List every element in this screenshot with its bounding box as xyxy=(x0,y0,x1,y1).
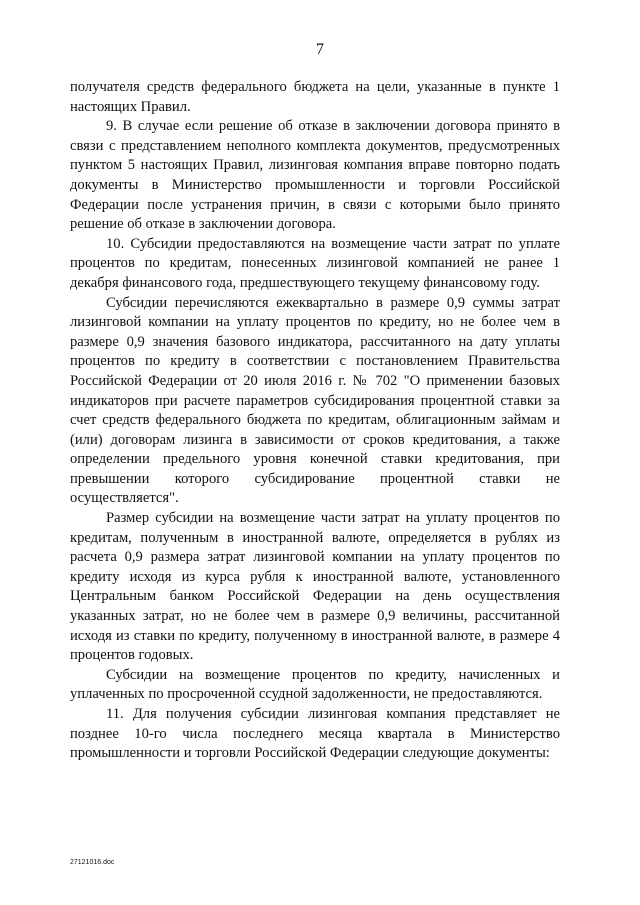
paragraph-subsidy-transfer: Субсидии перечисляются ежеквартально в размере 0,9 суммы затрат лизинговой компании на уплату процентов по кредиту, но не более чем в размере 0,9 значения базового индикатора, рассчитанного на дату уплаты процентов по кредиту в соответствии с постановлением Правительства Российской Федерации от 20 июля 2016 г. № 702 "О применении базовых индикаторов при расчете параметров субсидирования процентной ставки за счет средств федерального бюджета по кредитам, облигационным займам и (или) договорам лизинга в зависимости от сроков кредитования, а также определении предельного уровня конечной ставки кредитования, при превышении которого субсидирование процентной ставки не осуществляется". xyxy=(70,294,560,507)
paragraph-continuation: получателя средств федерального бюджета на цели, указанные в пункте 1 настоящих Правил. xyxy=(70,79,560,115)
paragraph-foreign-currency: Размер субсидии на возмещение части затрат на уплату процентов по кредитам, полученным в иностранной валюте, определяется в рублях из расчета 0,9 размера затрат лизинговой компании на уплату процентов по кредиту исходя из курса рубля к иностранной валюте, установленного Центральным банком Российской Федерации на день осуществления указанных затрат, но не более чем в размере 0,9 величины, рассчитанной исходя из ставки по кредиту, полученному в иностранной валюте, в размере 4 процентов годовых. xyxy=(70,510,560,664)
footer-filename: 27121016.doc xyxy=(70,859,115,866)
paragraph-item-10: 10. Субсидии предоставляются на возмещение части затрат по уплате процентов по кредитам, понесенных лизинговой компанией не ранее 1 декабря финансового года, предшествующего текущему финансовому году. xyxy=(70,235,560,291)
paragraph-overdue-debt: Субсидии на возмещение процентов по кредиту, начисленных и уплаченных по просроченной ссудной задолженности, не предоставляются. xyxy=(70,666,560,703)
paragraph-item-11: 11. Для получения субсидии лизинговая компания представляет не позднее 10-го числа последнего месяца квартала в Министерство промышленности и торговли Российской Федерации следующие документы: xyxy=(70,706,560,762)
document-body xyxy=(70,78,560,764)
page-number: 7 xyxy=(316,41,324,58)
paragraph-item-9: 9. В случае если решение об отказе в заключении договора принято в связи с представлением неполного комплекта документов, предусмотренных пунктом 5 настоящих Правил, лизинговая компания вправе повторно подать документы в Министерство промышленности и торговли Российской Федерации после устранения причин, в связи с которыми было принято решение об отказе в заключении договора. xyxy=(70,118,560,233)
